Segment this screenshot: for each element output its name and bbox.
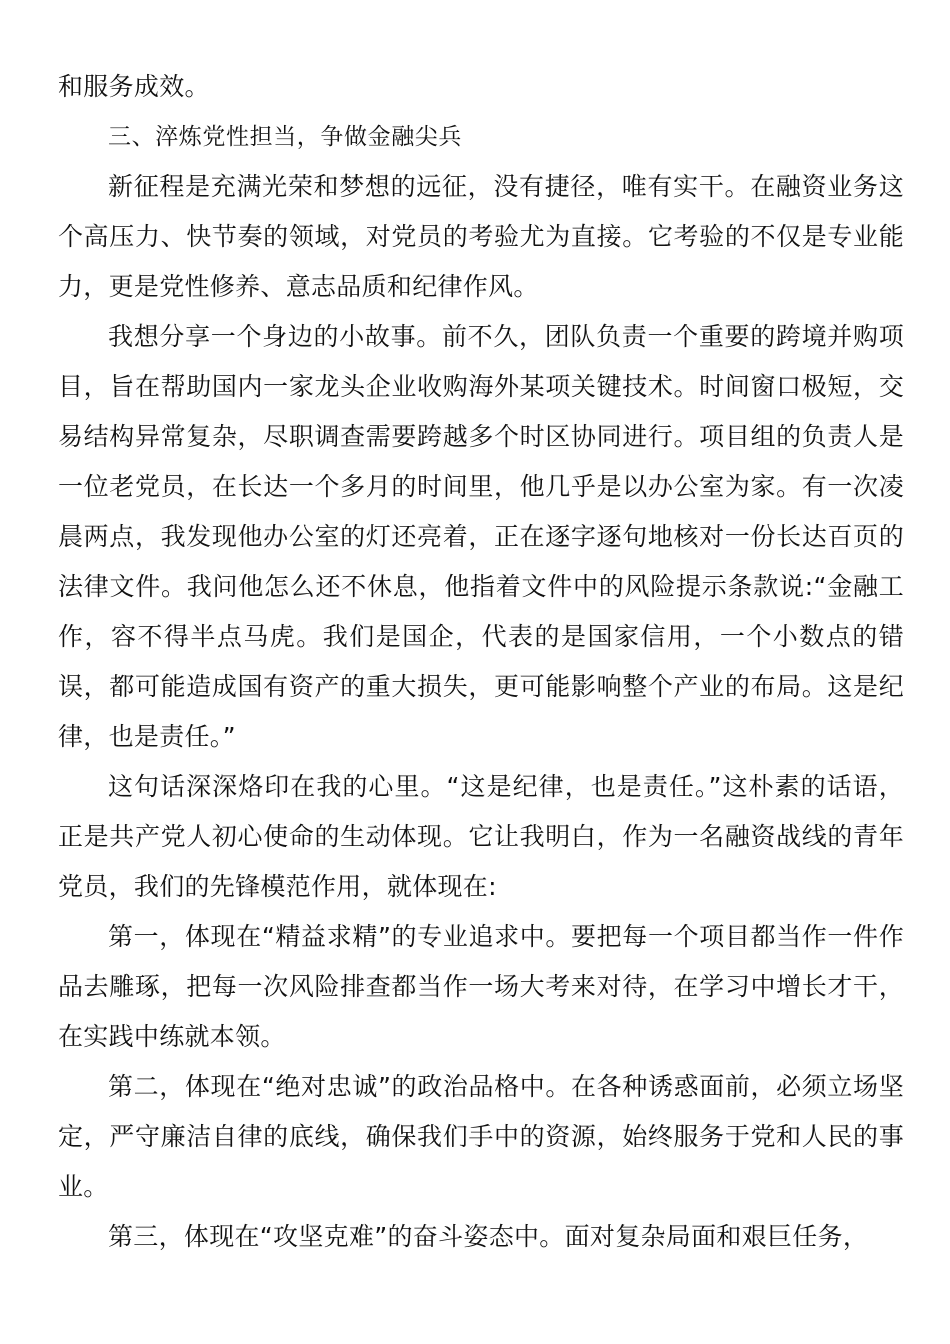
document-page [58,62,904,1262]
paragraph-continuation: 和服务成效。 [58,72,210,101]
paragraph-intro: 新征程是充满光荣和梦想的远征，没有捷径，唯有实干。在融资业务这个高压力、快节奏的领域，对党员的考验尤为直接。它考验的不仅是专业能力，更是党性修养、意志品质和纪律作风。 [58,172,904,301]
paragraph-story: 我想分享一个身边的小故事。前不久，团队负责一个重要的跨境并购项目，旨在帮助国内一家龙头企业收购海外某项关键技术。时间窗口极短，交易结构异常复杂，尽职调查需要跨越多个时区协同进行。项目组的负责人是一位老党员，在长达一个多月的时间里，他几乎是以办公室为家。有一次凌晨两点，我发现他办公室的灯还亮着，正在逐字逐句地核对一份长达百页的法律文件。我问他怎么还不休息，他指着文件中的风险提示条款说:“金融工作，容不得半点马虎。我们是国企，代表的是国家信用，一个小数点的错误，都可能造成国有资产的重大损失，更可能影响整个产业的布局。这是纪律，也是责任。” [58,322,904,751]
paragraph-point-one: 第一，体现在“精益求精”的专业追求中。要把每一个项目都当作一件作品去雕琢，把每一次风险排查都当作一场大考来对待，在学习中增长才干，在实践中练就本领。 [58,922,904,1051]
section-heading: 三、淬炼党性担当，争做金融尖兵 [108,124,462,150]
paragraph-point-three: 第三，体现在“攻坚克难”的奋斗姿态中。面对复杂局面和艰巨任务， [108,1222,869,1251]
paragraph-reflection: 这句话深深烙印在我的心里。“这是纪律，也是责任。”这朴素的话语，正是共产党人初心使命的生动体现。它让我明白，作为一名融资战线的青年党员，我们的先锋模范作用，就体现在: [58,772,904,901]
paragraph-point-two: 第二，体现在“绝对忠诚”的政治品格中。在各种诱惑面前，必须立场坚定，严守廉洁自律的底线，确保我们手中的资源，始终服务于党和人民的事业。 [58,1072,904,1201]
